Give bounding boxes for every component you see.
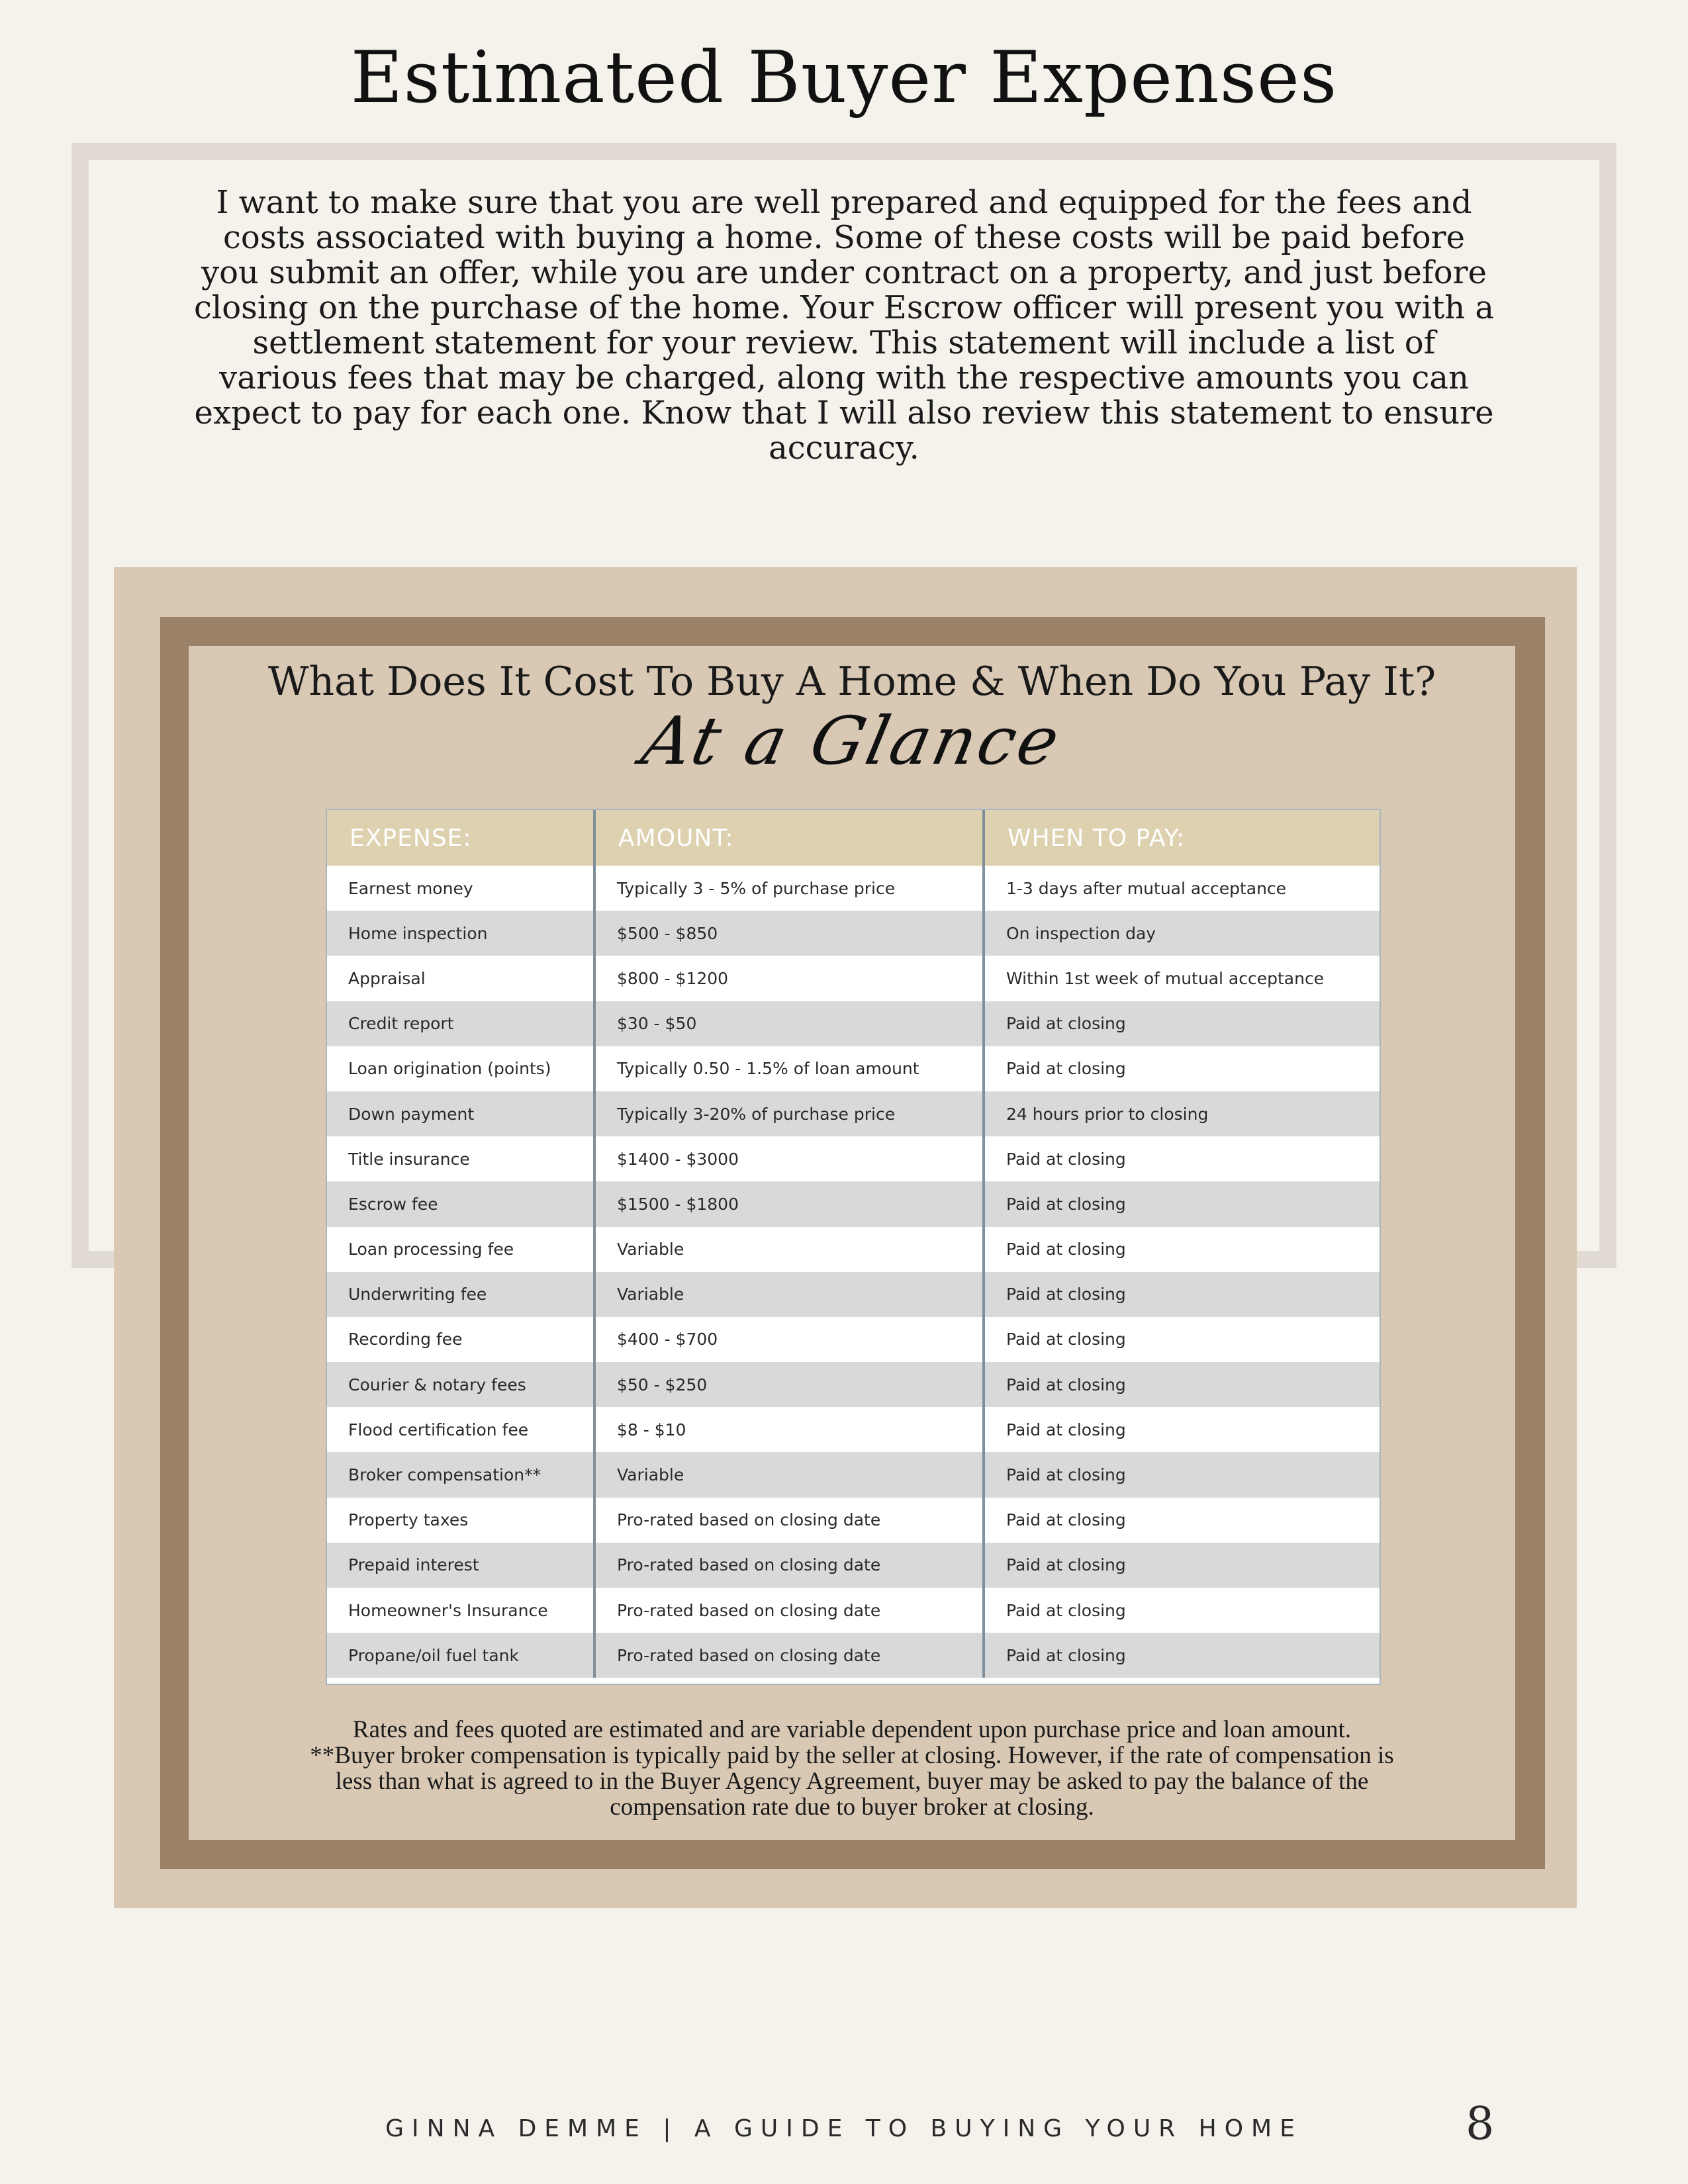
- when-cell: Paid at closing: [984, 1227, 1380, 1272]
- when-cell: Paid at closing: [984, 1407, 1380, 1452]
- amount-cell: $50 - $250: [594, 1362, 984, 1407]
- footnote-line-2: **Buyer broker compensation is typically paid by the seller at closing. However, if the rate of compensation is less than what is agreed to in the Buyer Agency Agreement, buyer may be asked to pay the balance of the compensation rate due to buyer broker at closing.: [310, 1742, 1394, 1821]
- when-cell: Paid at closing: [984, 1181, 1380, 1226]
- amount-cell: Pro-rated based on closing date: [594, 1498, 984, 1543]
- header-when-to-pay: WHEN TO PAY:: [984, 810, 1380, 866]
- expense-cell: Loan origination (points): [327, 1046, 594, 1091]
- amount-cell: $30 - $50: [594, 1001, 984, 1046]
- table-row: [327, 1498, 1380, 1543]
- expense-cell: Home inspection: [327, 911, 594, 956]
- amount-cell: $1500 - $1800: [594, 1181, 984, 1226]
- table-row: [327, 1181, 1380, 1226]
- expense-cell: Underwriting fee: [327, 1272, 594, 1317]
- when-cell: Paid at closing: [984, 1498, 1380, 1543]
- intro-paragraph: I want to make sure that you are well prepared and equipped for the fees and costs associated with buying a home. Some of these costs will be paid before you submit an offer, while you are under contract on a property, and just before closing on the purchase of the home. Your Escrow officer will present you with a settlement statement for your review. This statement will include a list of various fees that may be charged, along with the respective amounts you can expect to pay for each one. Know that I will also review this statement to ensure accuracy.: [193, 184, 1495, 467]
- when-cell: On inspection day: [984, 911, 1380, 956]
- when-cell: Paid at closing: [984, 1001, 1380, 1046]
- expense-cell: Credit report: [327, 1001, 594, 1046]
- amount-cell: Variable: [594, 1227, 984, 1272]
- expense-cell: Appraisal: [327, 956, 594, 1001]
- script-subtitle: At a Glance: [635, 702, 1068, 780]
- amount-cell: Typically 0.50 - 1.5% of loan amount: [594, 1046, 984, 1091]
- expense-cell: Courier & notary fees: [327, 1362, 594, 1407]
- amount-cell: Variable: [594, 1452, 984, 1497]
- expense-cell: Escrow fee: [327, 1181, 594, 1226]
- when-cell: Paid at closing: [984, 1452, 1380, 1497]
- table-row: [327, 1452, 1380, 1497]
- amount-cell: $8 - $10: [594, 1407, 984, 1452]
- amount-cell: $400 - $700: [594, 1317, 984, 1362]
- expense-cell: Propane/oil fuel tank: [327, 1633, 594, 1678]
- table-row: [327, 1272, 1380, 1317]
- table-row: [327, 866, 1380, 911]
- amount-cell: Pro-rated based on closing date: [594, 1633, 984, 1678]
- table-row: [327, 1407, 1380, 1452]
- when-cell: Paid at closing: [984, 1046, 1380, 1091]
- when-cell: 1-3 days after mutual acceptance: [984, 866, 1380, 911]
- amount-cell: Typically 3 - 5% of purchase price: [594, 866, 984, 911]
- header-amount: AMOUNT:: [594, 810, 984, 866]
- table-row: [327, 911, 1380, 956]
- when-cell: Within 1st week of mutual acceptance: [984, 956, 1380, 1001]
- table-row: [327, 1227, 1380, 1272]
- when-cell: Paid at closing: [984, 1633, 1380, 1678]
- expense-cell: Earnest money: [327, 866, 594, 911]
- table-row: [327, 1046, 1380, 1091]
- amount-cell: $1400 - $3000: [594, 1136, 984, 1181]
- when-cell: Paid at closing: [984, 1136, 1380, 1181]
- amount-cell: $800 - $1200: [594, 956, 984, 1001]
- when-cell: Paid at closing: [984, 1588, 1380, 1633]
- expense-cell: Prepaid interest: [327, 1543, 594, 1588]
- footnote-line-1: Rates and fees quoted are estimated and are variable dependent upon purchase price and loan amount.: [352, 1716, 1352, 1743]
- when-cell: Paid at closing: [984, 1317, 1380, 1362]
- amount-cell: Variable: [594, 1272, 984, 1317]
- table-row: [327, 1633, 1380, 1678]
- when-cell: Paid at closing: [984, 1362, 1380, 1407]
- when-cell: 24 hours prior to closing: [984, 1091, 1380, 1136]
- table-header-row: [327, 810, 1380, 866]
- table-row: [327, 1362, 1380, 1407]
- footer-text: GINNA DEMME | A GUIDE TO BUYING YOUR HOME: [385, 2115, 1303, 2142]
- table-row: [327, 1588, 1380, 1633]
- expense-cell: Broker compensation**: [327, 1452, 594, 1497]
- table-row: [327, 1001, 1380, 1046]
- section-title: What Does It Cost To Buy A Home & When Do You Pay It?: [267, 659, 1436, 705]
- expense-cell: Homeowner's Insurance: [327, 1588, 594, 1633]
- table-row: [327, 1136, 1380, 1181]
- table-row: [327, 956, 1380, 1001]
- amount-cell: Pro-rated based on closing date: [594, 1588, 984, 1633]
- expense-cell: Down payment: [327, 1091, 594, 1136]
- table-row: [327, 1543, 1380, 1588]
- expense-cell: Title insurance: [327, 1136, 594, 1181]
- footnote: [189, 1717, 1515, 1820]
- table-row: [327, 1317, 1380, 1362]
- amount-cell: Typically 3-20% of purchase price: [594, 1091, 984, 1136]
- expense-cell: Recording fee: [327, 1317, 594, 1362]
- expense-table: [326, 809, 1381, 1685]
- amount-cell: $500 - $850: [594, 911, 984, 956]
- amount-cell: Pro-rated based on closing date: [594, 1543, 984, 1588]
- when-cell: Paid at closing: [984, 1272, 1380, 1317]
- expense-cell: Flood certification fee: [327, 1407, 594, 1452]
- header-expense: EXPENSE:: [327, 810, 594, 866]
- page-title: Estimated Buyer Expenses: [350, 36, 1338, 119]
- expense-cell: Property taxes: [327, 1498, 594, 1543]
- page-number: 8: [1466, 2098, 1495, 2150]
- table-row: [327, 1091, 1380, 1136]
- when-cell: Paid at closing: [984, 1543, 1380, 1588]
- expense-cell: Loan processing fee: [327, 1227, 594, 1272]
